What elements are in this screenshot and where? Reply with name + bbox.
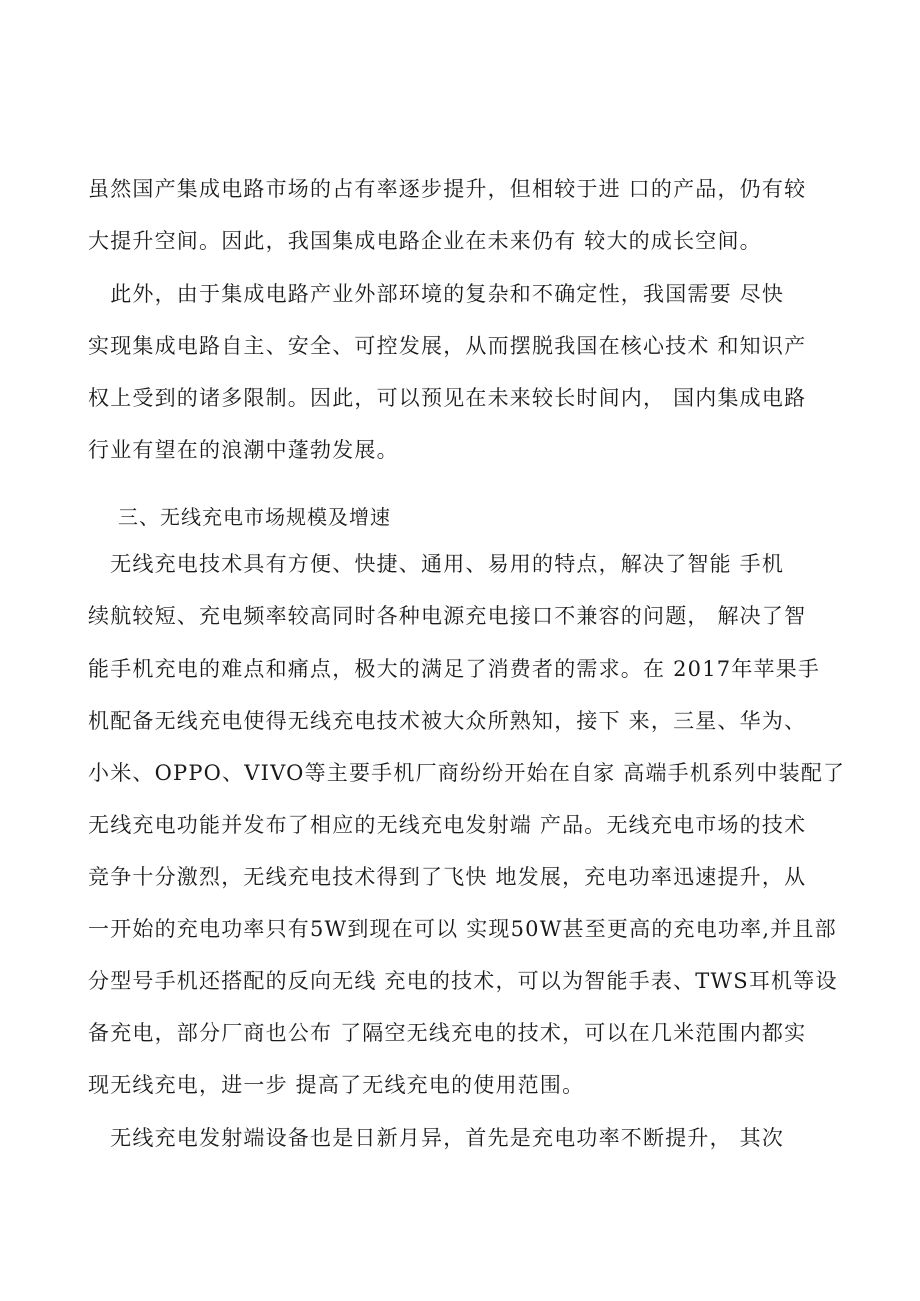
text-line: 备充电，部分厂商也公布 了隔空无线充电的技术，可以在几米范围内都实 — [88, 1021, 807, 1045]
text-line: 权上受到的诸多限制。因此，可以预见在未来较长时间内， 国内集成电路 — [88, 386, 807, 410]
text-line: 无线充电发射端设备也是日新月异，首先是充电功率不断提升， 其次 — [88, 1126, 785, 1150]
text-line: 能手机充电的难点和痛点，极大的满足了消费者的需求。在 2017年苹果手 — [88, 657, 821, 681]
text-line: 行业有望在的浪潮中蓬勃发展。 — [88, 438, 399, 462]
section-heading: 三、无线充电市场规模及增速 — [118, 505, 391, 529]
text-line: 分型号手机还搭配的反向无线 充电的技术，可以为智能手表、TWS耳机等设 — [88, 969, 838, 993]
text-line: 机配备无线充电使得无线充电技术被大众所熟知，接下 来，三星、华为、 — [88, 709, 807, 733]
text-line: 无线充电技术具有方便、快捷、通用、易用的特点，解决了智能 手机 — [88, 552, 785, 576]
text-line: 虽然国产集成电路市场的占有率逐步提升，但相较于进 口的产品，仍有较 — [88, 177, 807, 201]
text-line: 大提升空间。因此，我国集成电路企业在未来仍有 较大的成长空间。 — [88, 229, 762, 253]
text-line: 竞争十分激烈，无线充电技术得到了飞快 地发展，充电功率迅速提升，从 — [88, 865, 807, 889]
text-line: 无线充电功能并发布了相应的无线充电发射端 产品。无线充电市场的技术 — [88, 813, 807, 837]
text-line: 一开始的充电功率只有5W到现在可以 实现50W甚至更高的充电功率,并且部 — [88, 917, 837, 941]
text-line: 现无线充电，进一步 提高了无线充电的使用范围。 — [88, 1073, 585, 1097]
text-line: 实现集成电路自主、安全、可控发展，从而摆脱我国在核心技术 和知识产 — [88, 334, 807, 358]
text-line: 此外，由于集成电路产业外部环境的复杂和不确定性，我国需要 尽快 — [88, 282, 785, 306]
text-line: 续航较短、充电频率较高同时各种电源充电接口不兼容的问题， 解决了智 — [88, 604, 807, 628]
text-line: 小米、OPPO、VIVO等主要手机厂商纷纷开始在自家 高端手机系列中装配了 — [88, 761, 846, 785]
